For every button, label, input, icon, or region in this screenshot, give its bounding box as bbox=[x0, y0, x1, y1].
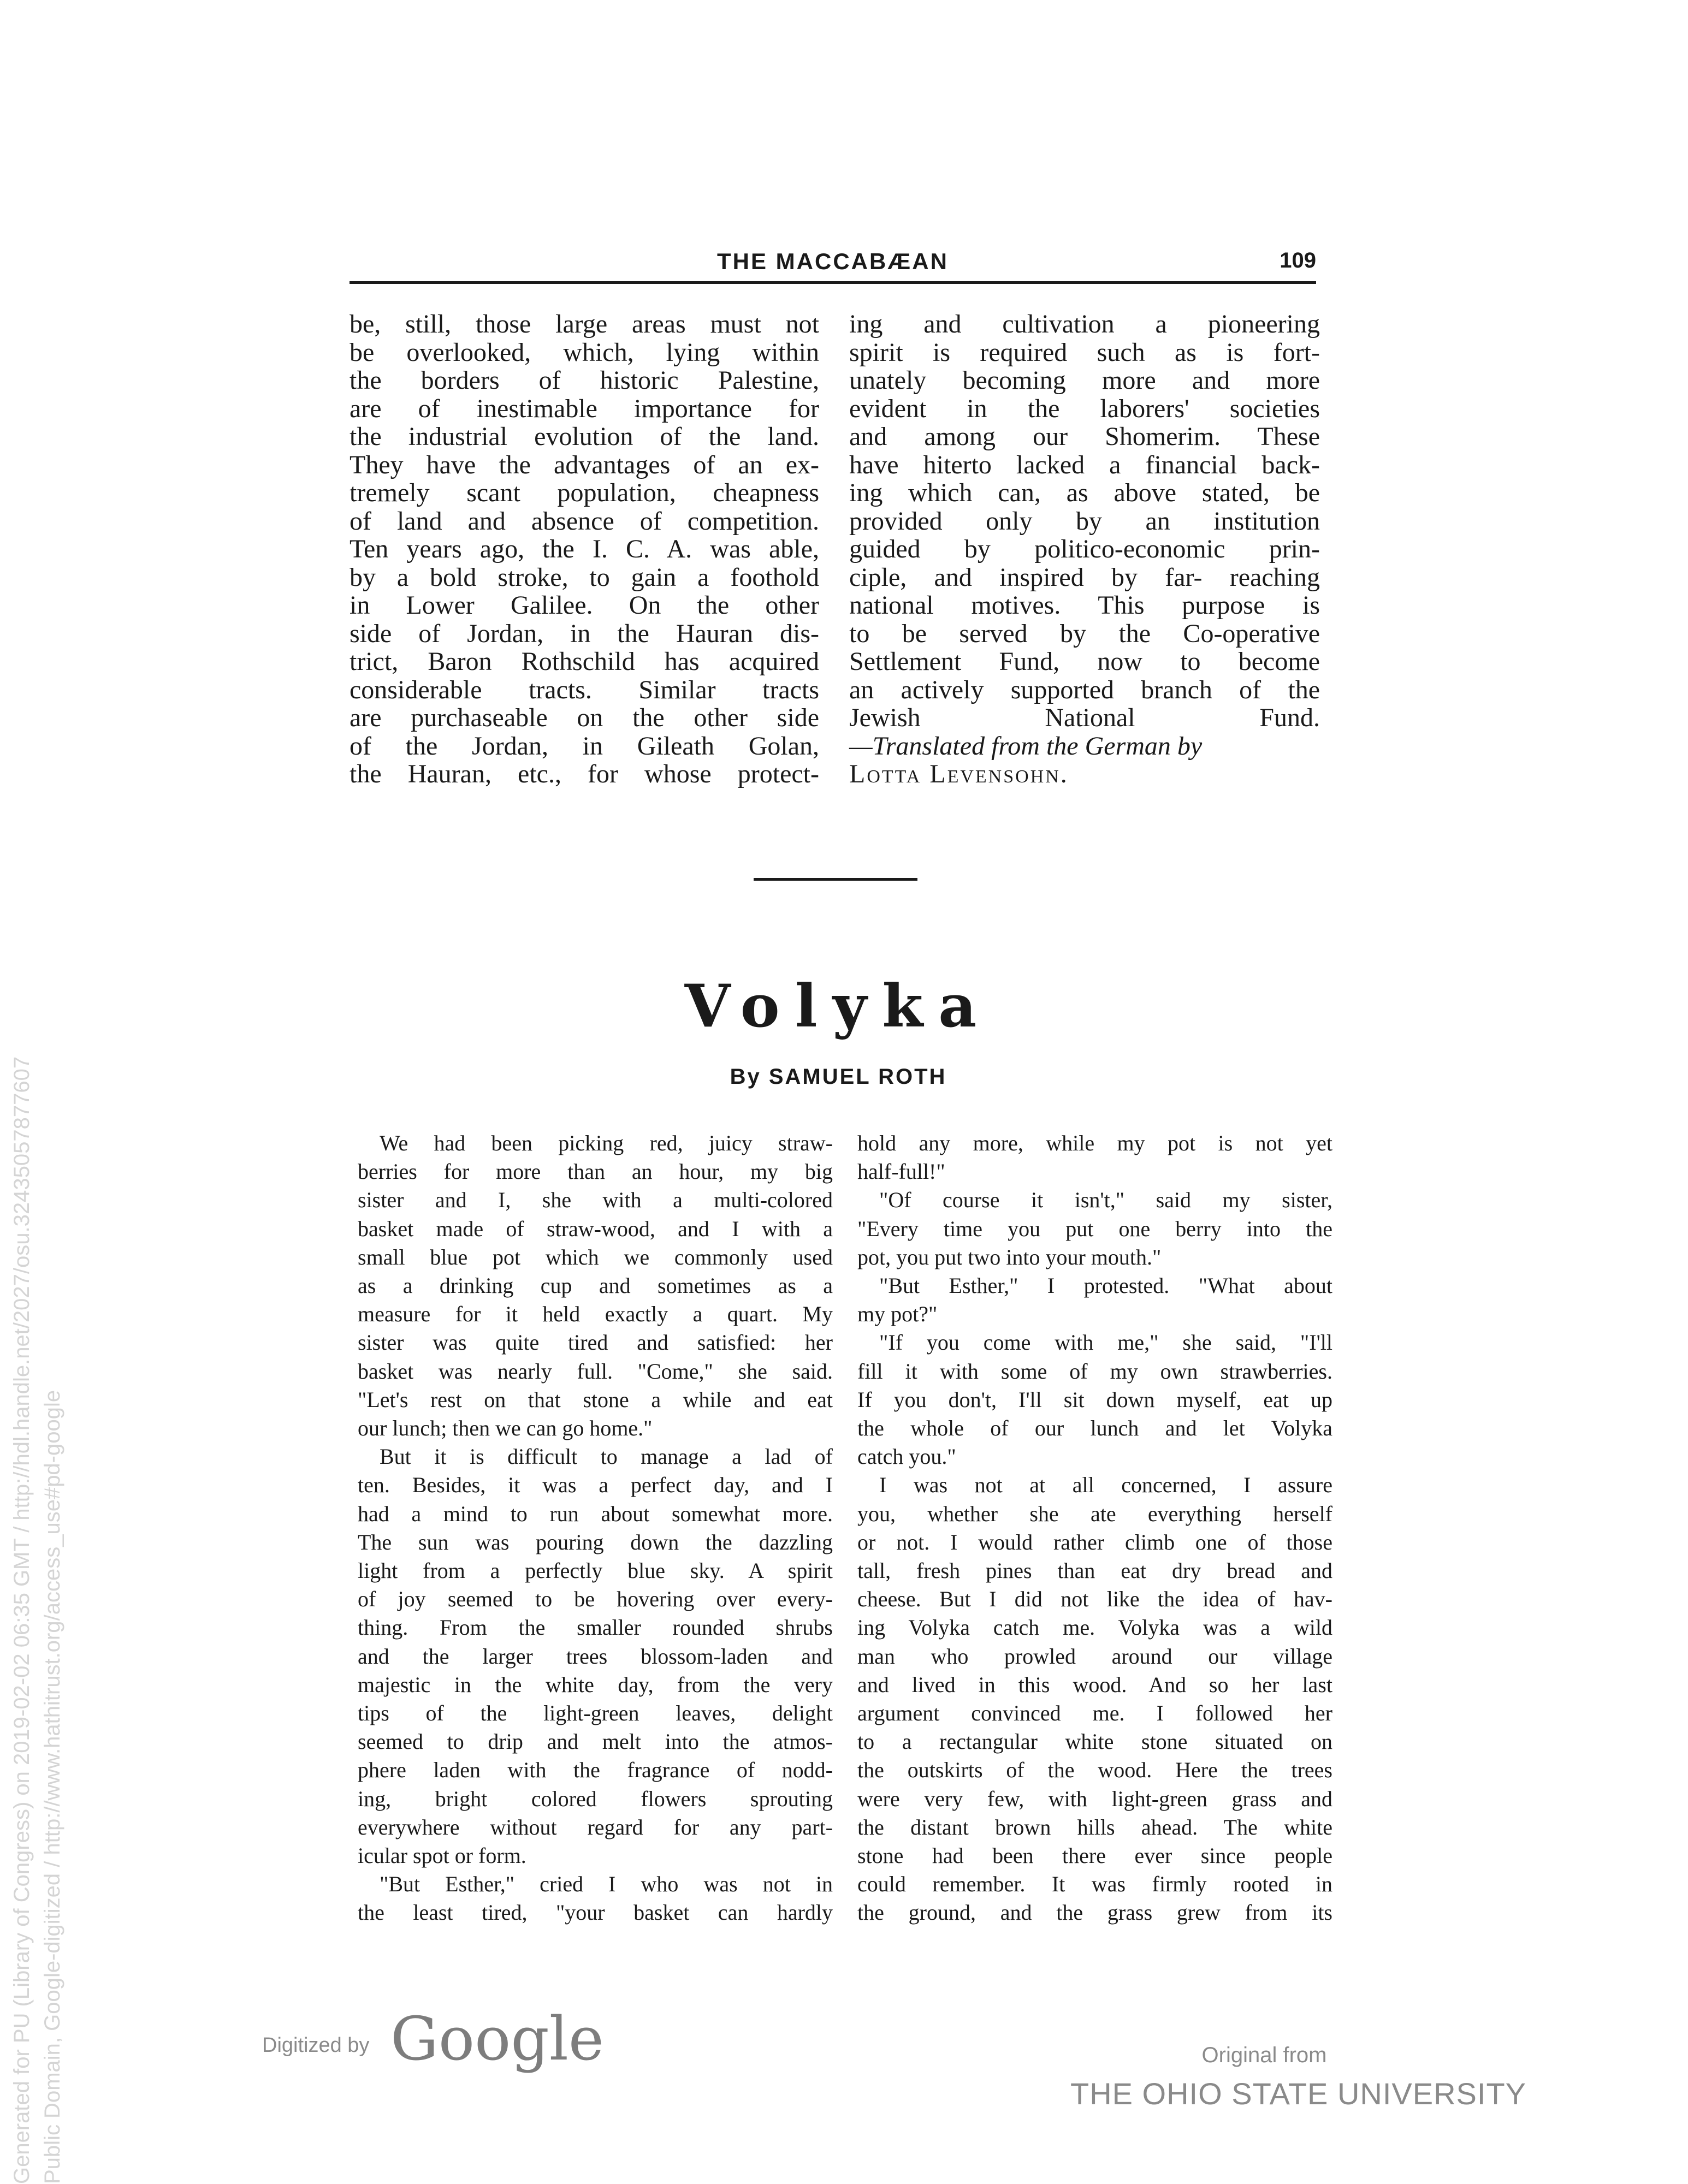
translation-credit bbox=[849, 732, 1320, 761]
text-line: everywhere without regard for any part- bbox=[358, 1814, 833, 1839]
text-line: tips of the light-green leaves, delight bbox=[358, 1701, 833, 1726]
text-line: in Lower Galilee. On the other bbox=[350, 591, 819, 620]
text-line: fill it with some of my own strawberries. bbox=[857, 1358, 1332, 1384]
text-line: provided only by an institution bbox=[849, 506, 1320, 536]
text-line: "Every time you put one berry into the bbox=[857, 1216, 1332, 1241]
journal-title: THE MACCABÆAN bbox=[717, 248, 949, 274]
text-line: of the Jordan, in Gileath Golan, bbox=[350, 731, 819, 761]
text-line: of land and absence of competition. bbox=[350, 506, 819, 536]
text-line: as a drinking cup and sometimes as a bbox=[358, 1273, 833, 1298]
text-line: national motives. This purpose is bbox=[849, 591, 1320, 620]
article-right-column bbox=[849, 310, 1320, 788]
text-line: the industrial evolution of the land. bbox=[350, 422, 819, 451]
text-line: unately becoming more and more bbox=[849, 366, 1320, 395]
watermark-line-1: Generated for PU (Library of Congress) on 2019-02-02 06:35 GMT / http://hdl.handle.net/2027/osu.32435057877607 bbox=[10, 1056, 34, 2184]
text-line: of joy seemed to be hovering over every- bbox=[358, 1587, 833, 1612]
text-line: tremely scant population, cheapness bbox=[350, 478, 819, 507]
text-line: seemed to drip and melt into the atmos- bbox=[358, 1729, 833, 1754]
text-line: They have the advantages of an ex- bbox=[350, 450, 819, 479]
text-line: spirit is required such as is fort- bbox=[849, 337, 1320, 367]
text-line: and among our Shomerim. These bbox=[849, 422, 1320, 451]
story-right-column bbox=[857, 1129, 1332, 1927]
text-line: sister was quite tired and satisfied: her bbox=[358, 1330, 833, 1355]
text-line: half-full!" bbox=[857, 1159, 945, 1184]
text-line: measure for it held exactly a quart. My bbox=[358, 1302, 833, 1327]
text-line: small blue pot which we commonly used bbox=[358, 1244, 833, 1269]
article-left-column bbox=[350, 310, 819, 788]
text-line: icular spot or form. bbox=[358, 1843, 526, 1868]
text-line: cheese. But I did not like the idea of hav- bbox=[857, 1587, 1332, 1612]
story-byline: By SAMUEL ROTH bbox=[730, 1065, 947, 1089]
text-line: But it is difficult to manage a lad of bbox=[380, 1444, 833, 1469]
text-line: If you don't, I'll sit down myself, eat up bbox=[857, 1387, 1332, 1412]
text-line: "But Esther," I protested. "What about bbox=[879, 1273, 1332, 1298]
text-line: side of Jordan, in the Hauran dis- bbox=[350, 619, 819, 648]
side-watermark bbox=[7, 819, 68, 2184]
text-line: ing which can, as above stated, be bbox=[849, 478, 1320, 507]
text-line: trict, Baron Rothschild has acquired bbox=[350, 647, 819, 676]
text-line: had a mind to run about somewhat more. bbox=[358, 1501, 833, 1526]
text-line: are of inestimable importance for bbox=[350, 394, 819, 423]
section-divider bbox=[754, 878, 917, 881]
text-line: sister and I, she with a multi-colored bbox=[358, 1188, 833, 1213]
text-line: tall, fresh pines than eat dry bread and bbox=[857, 1558, 1332, 1583]
story-left-column bbox=[358, 1129, 833, 1927]
text-line: ciple, and inspired by far- reaching bbox=[849, 562, 1320, 592]
text-line: The sun was pouring down the dazzling bbox=[358, 1529, 833, 1554]
text-line: light from a perfectly blue sky. A spirit bbox=[358, 1558, 833, 1583]
text-line: Settlement Fund, now to become bbox=[849, 647, 1320, 676]
text-line: berries for more than an hour, my big bbox=[358, 1159, 833, 1184]
text-line: were very few, with light-green grass and bbox=[857, 1786, 1332, 1811]
google-logo: Google bbox=[390, 2004, 605, 2074]
text-line: man who prowled around our village bbox=[857, 1643, 1332, 1669]
running-head bbox=[350, 248, 1316, 284]
university-name: THE OHIO STATE UNIVERSITY bbox=[1070, 2076, 1527, 2111]
text-line: and lived in this wood. And so her last bbox=[857, 1672, 1332, 1697]
text-line: I was not at all concerned, I assure bbox=[879, 1473, 1332, 1498]
text-line: the borders of historic Palestine, bbox=[350, 366, 819, 395]
article-right-lines bbox=[849, 310, 1320, 732]
text-line: be overlooked, which, lying within bbox=[350, 337, 819, 367]
text-line: by a bold stroke, to gain a foothold bbox=[350, 562, 819, 592]
digitized-by-label: Digitized by bbox=[262, 2034, 370, 2057]
text-line: argument convinced me. I followed her bbox=[857, 1701, 1332, 1726]
text-line: be, still, those large areas must not bbox=[350, 310, 819, 339]
text-line: evident in the laborers' societies bbox=[849, 394, 1320, 423]
text-line: ing Volyka catch me. Volyka was a wild bbox=[857, 1615, 1332, 1640]
text-line: guided by politico-economic prin- bbox=[849, 535, 1320, 563]
original-from-label: Original from bbox=[1201, 2043, 1327, 2067]
text-line: catch you." bbox=[857, 1444, 956, 1469]
watermark-line-2: Public Domain, Google-digitized / http://www.hathitrust.org/access_use#pd-google bbox=[40, 1390, 64, 2184]
text-line: pot, you put two into your mouth." bbox=[857, 1244, 1162, 1269]
text-line: an actively supported branch of the bbox=[849, 675, 1320, 704]
text-line: phere laden with the fragrance of nodd- bbox=[358, 1758, 833, 1783]
text-line: the distant brown hills ahead. The white bbox=[857, 1814, 1332, 1839]
text-line: basket was nearly full. "Come," she said. bbox=[358, 1358, 833, 1384]
text-line: to be served by the Co-operative bbox=[849, 619, 1320, 648]
text-line: my pot?" bbox=[857, 1302, 938, 1327]
text-line: or not. I would rather climb one of those bbox=[857, 1529, 1332, 1554]
text-line: are purchaseable on the other side bbox=[350, 703, 819, 732]
page-number: 109 bbox=[1280, 248, 1316, 272]
text-line: majestic in the white day, from the very bbox=[358, 1672, 833, 1697]
text-line: have hiterto lacked a financial back- bbox=[849, 450, 1320, 479]
text-line: "But Esther," cried I who was not in bbox=[380, 1872, 833, 1897]
text-line: the Hauran, etc., for whose protect- bbox=[350, 759, 819, 788]
text-line: "Let's rest on that stone a while and eat bbox=[358, 1387, 833, 1412]
text-line: you, whether she ate everything herself bbox=[857, 1501, 1332, 1526]
text-line: to a rectangular white stone situated on bbox=[857, 1729, 1332, 1754]
text-line: the outskirts of the wood. Here the trees bbox=[857, 1758, 1332, 1783]
text-line: We had been picking red, juicy straw- bbox=[380, 1131, 833, 1155]
text-line: could remember. It was firmly rooted in bbox=[857, 1872, 1332, 1897]
text-line: hold any more, while my pot is not yet bbox=[857, 1131, 1332, 1155]
text-line: ing, bright colored flowers sprouting bbox=[358, 1786, 833, 1811]
text-line: "If you come with me," she said, "I'll bbox=[879, 1330, 1332, 1355]
text-line: our lunch; then we can go home." bbox=[358, 1416, 653, 1441]
text-line: Jewish National Fund. bbox=[849, 703, 1320, 732]
text-line: considerable tracts. Similar tracts bbox=[350, 675, 819, 704]
text-line: ing and cultivation a pioneering bbox=[849, 310, 1320, 339]
text-line: basket made of straw-wood, and I with a bbox=[358, 1216, 833, 1241]
text-line: stone had been there ever since people bbox=[857, 1843, 1332, 1868]
translator-name-line bbox=[849, 760, 1320, 788]
text-line: and the larger trees blossom-laden and bbox=[358, 1643, 833, 1669]
text-line: ten. Besides, it was a perfect day, and I bbox=[358, 1473, 833, 1498]
text-line: Ten years ago, the I. C. A. was able, bbox=[350, 535, 819, 563]
translation-credit-text: —Translated from the German by bbox=[849, 731, 1203, 761]
text-line: the ground, and the grass grew from its bbox=[857, 1900, 1332, 1925]
text-line: the whole of our lunch and let Volyka bbox=[857, 1416, 1332, 1441]
story-title: Volyka bbox=[684, 972, 992, 1041]
translator-name: Lotta Levensohn. bbox=[849, 759, 1069, 788]
text-line: the least tired, "your basket can hardly bbox=[358, 1900, 833, 1925]
text-line: "Of course it isn't," said my sister, bbox=[879, 1188, 1332, 1213]
text-line: thing. From the smaller rounded shrubs bbox=[358, 1615, 833, 1640]
